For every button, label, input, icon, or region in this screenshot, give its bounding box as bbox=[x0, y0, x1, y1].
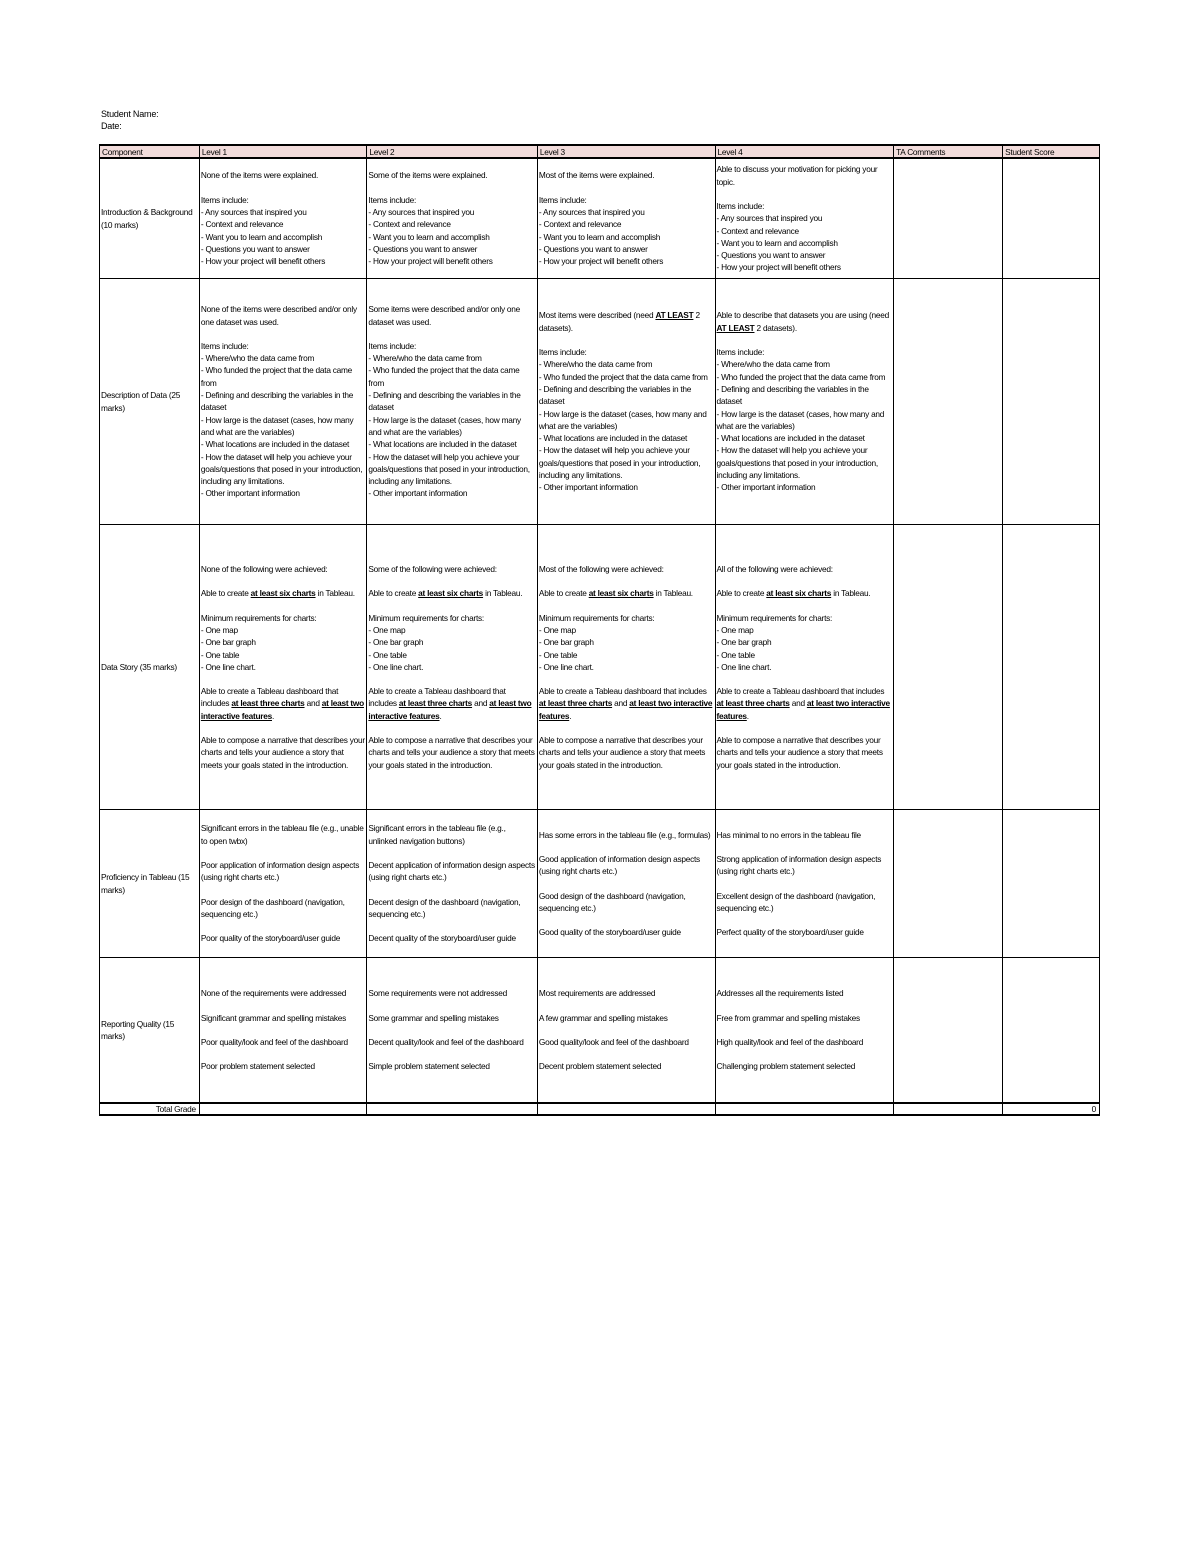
criteria-text: Able to discuss your motivation for picking your topic. bbox=[716, 164, 878, 187]
level-2-cell bbox=[367, 525, 538, 810]
emphasis-text: at least six charts bbox=[588, 588, 654, 599]
level-3-cell bbox=[537, 810, 715, 958]
criteria-text: Most requirements are addressed bbox=[538, 988, 656, 999]
level-2-cell bbox=[367, 279, 538, 525]
emphasis-text: AT LEAST bbox=[655, 310, 694, 321]
criteria-text: Poor problem statement selected bbox=[200, 1061, 315, 1072]
total-cell bbox=[367, 1103, 538, 1115]
criteria-text: Good design of the dashboard (navigation, sequencing etc.) bbox=[538, 890, 686, 913]
total-cell bbox=[199, 1103, 367, 1115]
level-3-cell bbox=[537, 525, 715, 810]
criteria-text: Addresses all the requirements listed bbox=[716, 988, 844, 999]
level-1-cell bbox=[199, 810, 367, 958]
criteria-text: Items include: - Where/who the data came from - Who funded the project that the data came from - Defining and describing the variables in the dataset - How large is the dataset (cases, how many and what are the variables) - What locations are included in the dataset - How the dataset will help you achieve your goals/questions that posed in your introduction, including any limitations. - Other important information bbox=[538, 347, 708, 493]
criteria-text: Able to compose a narrative that describes your charts and tells your audience a story that meets your goals stated in the introduction. bbox=[716, 735, 883, 770]
criteria-text: A few grammar and spelling mistakes bbox=[538, 1012, 668, 1023]
emphasis-text: at least three charts bbox=[398, 698, 473, 709]
criteria-text: Able to create a Tableau dashboard that includes at least three charts and at least two interactive features. bbox=[368, 686, 532, 721]
criteria-text: Decent problem statement selected bbox=[538, 1061, 662, 1072]
criteria-text: Most items were described (need AT LEAST 2 datasets). bbox=[538, 310, 700, 333]
criteria-text: Items include: - Any sources that inspired you - Context and relevance - Want you to learn and accomplish - Questions you want to answer - How your project will benefit others bbox=[368, 194, 493, 267]
criteria-text: Able to create a Tableau dashboard that includes at least three charts and at least two interactive features. bbox=[538, 686, 713, 721]
col-header-ta-comments: TA Comments bbox=[894, 145, 1003, 158]
criteria-text: Poor quality of the storyboard/user guide bbox=[200, 933, 341, 944]
level-2-cell bbox=[367, 958, 538, 1104]
level-1-cell bbox=[199, 279, 367, 525]
ta-comments-cell[interactable] bbox=[894, 279, 1003, 525]
rubric-row bbox=[100, 158, 1100, 279]
criteria-text: None of the items were described and/or only one dataset was used. bbox=[200, 304, 357, 327]
criteria-text: Challenging problem statement selected bbox=[716, 1061, 856, 1072]
level-4-cell bbox=[715, 158, 894, 279]
criteria-text: Significant grammar and spelling mistakes bbox=[200, 1012, 347, 1023]
criteria-text: Most of the items were explained. bbox=[538, 170, 655, 181]
criteria-text: Items include: - Any sources that inspired you - Context and relevance - Want you to learn and accomplish - Questions you want to answer - How your project will benefit others bbox=[538, 194, 664, 267]
emphasis-text: at least six charts bbox=[250, 588, 316, 599]
student-score-cell[interactable] bbox=[1003, 158, 1100, 279]
emphasis-text: at least three charts bbox=[538, 698, 613, 709]
student-name-label: Student Name: bbox=[101, 109, 159, 119]
criteria-text: Perfect quality of the storyboard/user guide bbox=[716, 927, 864, 938]
criteria-text: Able to compose a narrative that describes your charts and tells your audience a story that meets your goals stated in the introduction. bbox=[538, 735, 706, 770]
total-score: 0 bbox=[1003, 1103, 1100, 1115]
criteria-text: Items include: - Where/who the data came from - Who funded the project that the data came from - Defining and describing the variables in the dataset - How large is the dataset (cases, how many and what are the variables) - What locations are included in the dataset - How the dataset will help you achieve your goals/questions that posed in your introduction, including any limitations. - Other important information bbox=[368, 340, 530, 499]
header-row bbox=[100, 145, 1100, 158]
criteria-text: Simple problem statement selected bbox=[368, 1061, 490, 1072]
criteria-text: Some requirements were not addressed bbox=[368, 988, 507, 999]
criteria-text: Able to create at least six charts in Tableau. bbox=[538, 588, 693, 599]
criteria-text: Has minimal to no errors in the tableau file bbox=[716, 829, 861, 840]
criteria-text: None of the following were achieved: bbox=[200, 564, 328, 575]
criteria-text: Poor quality/look and feel of the dashboard bbox=[200, 1037, 348, 1047]
level-2-cell bbox=[367, 158, 538, 279]
criteria-text: Items include: - Any sources that inspired you - Context and relevance - Want you to learn and accomplish - Questions you want to answer - How your project will benefit others bbox=[200, 194, 326, 267]
criteria-text: All of the following were achieved: bbox=[716, 564, 833, 575]
emphasis-text: at least three charts bbox=[716, 698, 790, 709]
total-grade-label: Total Grade bbox=[100, 1103, 200, 1115]
level-4-cell bbox=[715, 810, 894, 958]
total-cell bbox=[894, 1103, 1003, 1115]
emphasis-text: at least two interactive features bbox=[200, 698, 364, 721]
ta-comments-cell[interactable] bbox=[894, 525, 1003, 810]
col-header-level-2: Level 2 bbox=[367, 145, 538, 158]
criteria-text: Able to describe that datasets you are using (need AT LEAST 2 datasets). bbox=[716, 310, 889, 333]
student-score-cell[interactable] bbox=[1003, 279, 1100, 525]
level-3-cell bbox=[537, 958, 715, 1104]
criteria-text: Significant errors in the tableau file (e.g., unlinked navigation buttons) bbox=[368, 823, 506, 846]
level-4-cell bbox=[715, 279, 894, 525]
emphasis-text: at least six charts bbox=[418, 588, 484, 599]
component-cell: Introduction & Background (10 marks) bbox=[100, 158, 200, 279]
rubric-row bbox=[100, 810, 1100, 958]
criteria-text: Minimum requirements for charts: - One map - One bar graph - One table - One line chart. bbox=[716, 612, 833, 672]
rubric-row bbox=[100, 279, 1100, 525]
level-4-cell bbox=[715, 958, 894, 1104]
emphasis-text: AT LEAST bbox=[716, 322, 755, 333]
col-header-component: Component bbox=[100, 145, 200, 158]
criteria-text: Good quality/look and feel of the dashboard bbox=[538, 1037, 689, 1047]
component-cell: Proficiency in Tableau (15 marks) bbox=[100, 810, 200, 958]
criteria-text: Some grammar and spelling mistakes bbox=[368, 1012, 499, 1023]
level-2-cell bbox=[367, 810, 538, 958]
component-cell: Data Story (35 marks) bbox=[100, 525, 200, 810]
criteria-text: Significant errors in the tableau file (e.g., unable to open twbx) bbox=[200, 823, 364, 846]
criteria-text: Able to create at least six charts in Tableau. bbox=[368, 588, 523, 599]
criteria-text: Some items were described and/or only one dataset was used. bbox=[368, 304, 521, 327]
emphasis-text: at least two interactive features bbox=[538, 698, 713, 721]
rubric-row bbox=[100, 525, 1100, 810]
level-1-cell bbox=[199, 525, 367, 810]
criteria-text: Some of the items were explained. bbox=[368, 170, 488, 181]
rubric-table bbox=[99, 144, 1100, 1116]
ta-comments-cell[interactable] bbox=[894, 158, 1003, 279]
emphasis-text: at least three charts bbox=[231, 698, 305, 709]
criteria-text: Good application of information design aspects (using right charts etc.) bbox=[538, 853, 700, 877]
criteria-text: Decent quality/look and feel of the dashboard bbox=[368, 1037, 524, 1047]
student-score-cell[interactable] bbox=[1003, 810, 1100, 958]
total-row bbox=[100, 1103, 1100, 1115]
criteria-text: Able to compose a narrative that describes your charts and tells your audience a story that meets your goals stated in the introduction. bbox=[200, 735, 365, 770]
criteria-text: Decent quality of the storyboard/user guide bbox=[368, 933, 516, 944]
student-info bbox=[101, 108, 158, 132]
emphasis-text: at least two interactive features bbox=[716, 698, 890, 721]
col-header-level-4: Level 4 bbox=[715, 145, 894, 158]
ta-comments-cell[interactable] bbox=[894, 810, 1003, 958]
criteria-text: Items include: - Where/who the data came from - Who funded the project that the data came from - Defining and describing the variables in the dataset - How large is the dataset (cases, how many and what are the variables) - What locations are included in the dataset - How the dataset will help you achieve your goals/questions that posed in your introduction, including any limitations. - Other important information bbox=[200, 340, 363, 499]
emphasis-text: at least six charts bbox=[766, 588, 832, 599]
level-1-cell bbox=[199, 958, 367, 1104]
criteria-text: Able to create at least six charts in Tableau. bbox=[716, 588, 871, 599]
level-3-cell bbox=[537, 158, 715, 279]
col-header-level-1: Level 1 bbox=[199, 145, 367, 158]
criteria-text: Minimum requirements for charts: - One map - One bar graph - One table - One line chart. bbox=[368, 612, 484, 672]
criteria-text: Excellent design of the dashboard (navigation, sequencing etc.) bbox=[716, 890, 876, 913]
criteria-text: Some of the following were achieved: bbox=[368, 564, 497, 575]
criteria-text: Poor design of the dashboard (navigation, sequencing etc.) bbox=[200, 896, 345, 919]
student-score-cell[interactable] bbox=[1003, 958, 1100, 1104]
criteria-text: Good quality of the storyboard/user guide bbox=[538, 927, 681, 938]
criteria-text: High quality/look and feel of the dashboard bbox=[716, 1037, 864, 1047]
student-score-cell[interactable] bbox=[1003, 525, 1100, 810]
criteria-text: Minimum requirements for charts: - One map - One bar graph - One table - One line chart. bbox=[538, 612, 655, 672]
ta-comments-cell[interactable] bbox=[894, 958, 1003, 1104]
col-header-level-3: Level 3 bbox=[537, 145, 715, 158]
criteria-text: Able to create at least six charts in Tableau. bbox=[200, 588, 355, 599]
date-label: Date: bbox=[101, 121, 122, 131]
criteria-text: Decent application of information design aspects (using right charts etc.) bbox=[368, 860, 535, 883]
emphasis-text: at least two interactive features bbox=[368, 698, 532, 721]
criteria-text: Most of the following were achieved: bbox=[538, 564, 664, 575]
level-1-cell bbox=[199, 158, 367, 279]
component-cell: Reporting Quality (15 marks) bbox=[100, 958, 200, 1104]
component-cell: Description of Data (25 marks) bbox=[100, 279, 200, 525]
rubric-row bbox=[100, 958, 1100, 1104]
criteria-text: Items include: - Any sources that inspired you - Context and relevance - Want you to learn and accomplish - Questions you want to answer - How your project will benefit others bbox=[716, 200, 841, 273]
criteria-text: None of the items were explained. bbox=[200, 170, 319, 181]
criteria-text: Items include: - Where/who the data came from - Who funded the project that the data came from - Defining and describing the variables in the dataset - How large is the dataset (cases, how many and what are the variables) - What locations are included in the dataset - How the dataset will help you achieve your goals/questions that posed in your introduction, including any limitations. - Other important information bbox=[716, 347, 886, 493]
total-cell bbox=[715, 1103, 894, 1115]
criteria-text: Minimum requirements for charts: - One map - One bar graph - One table - One line chart. bbox=[200, 612, 317, 672]
level-3-cell bbox=[537, 279, 715, 525]
criteria-text: None of the requirements were addressed bbox=[200, 988, 347, 999]
criteria-text: Decent design of the dashboard (navigation, sequencing etc.) bbox=[368, 896, 521, 919]
criteria-text: Able to compose a narrative that describes your charts and tells your audience a story that meets your goals stated in the introduction. bbox=[368, 735, 535, 770]
criteria-text: Poor application of information design aspects (using right charts etc.) bbox=[200, 860, 360, 883]
criteria-text: Able to create a Tableau dashboard that includes at least three charts and at least two interactive features. bbox=[716, 686, 890, 721]
criteria-text: Has some errors in the tableau file (e.g., formulas) bbox=[538, 829, 711, 840]
criteria-text: Able to create a Tableau dashboard that includes at least three charts and at least two interactive features. bbox=[200, 686, 364, 721]
criteria-text: Free from grammar and spelling mistakes bbox=[716, 1012, 860, 1023]
total-cell bbox=[537, 1103, 715, 1115]
col-header-student-score: Student Score bbox=[1003, 145, 1100, 158]
criteria-text: Strong application of information design aspects (using right charts etc.) bbox=[716, 853, 882, 877]
level-4-cell bbox=[715, 525, 894, 810]
